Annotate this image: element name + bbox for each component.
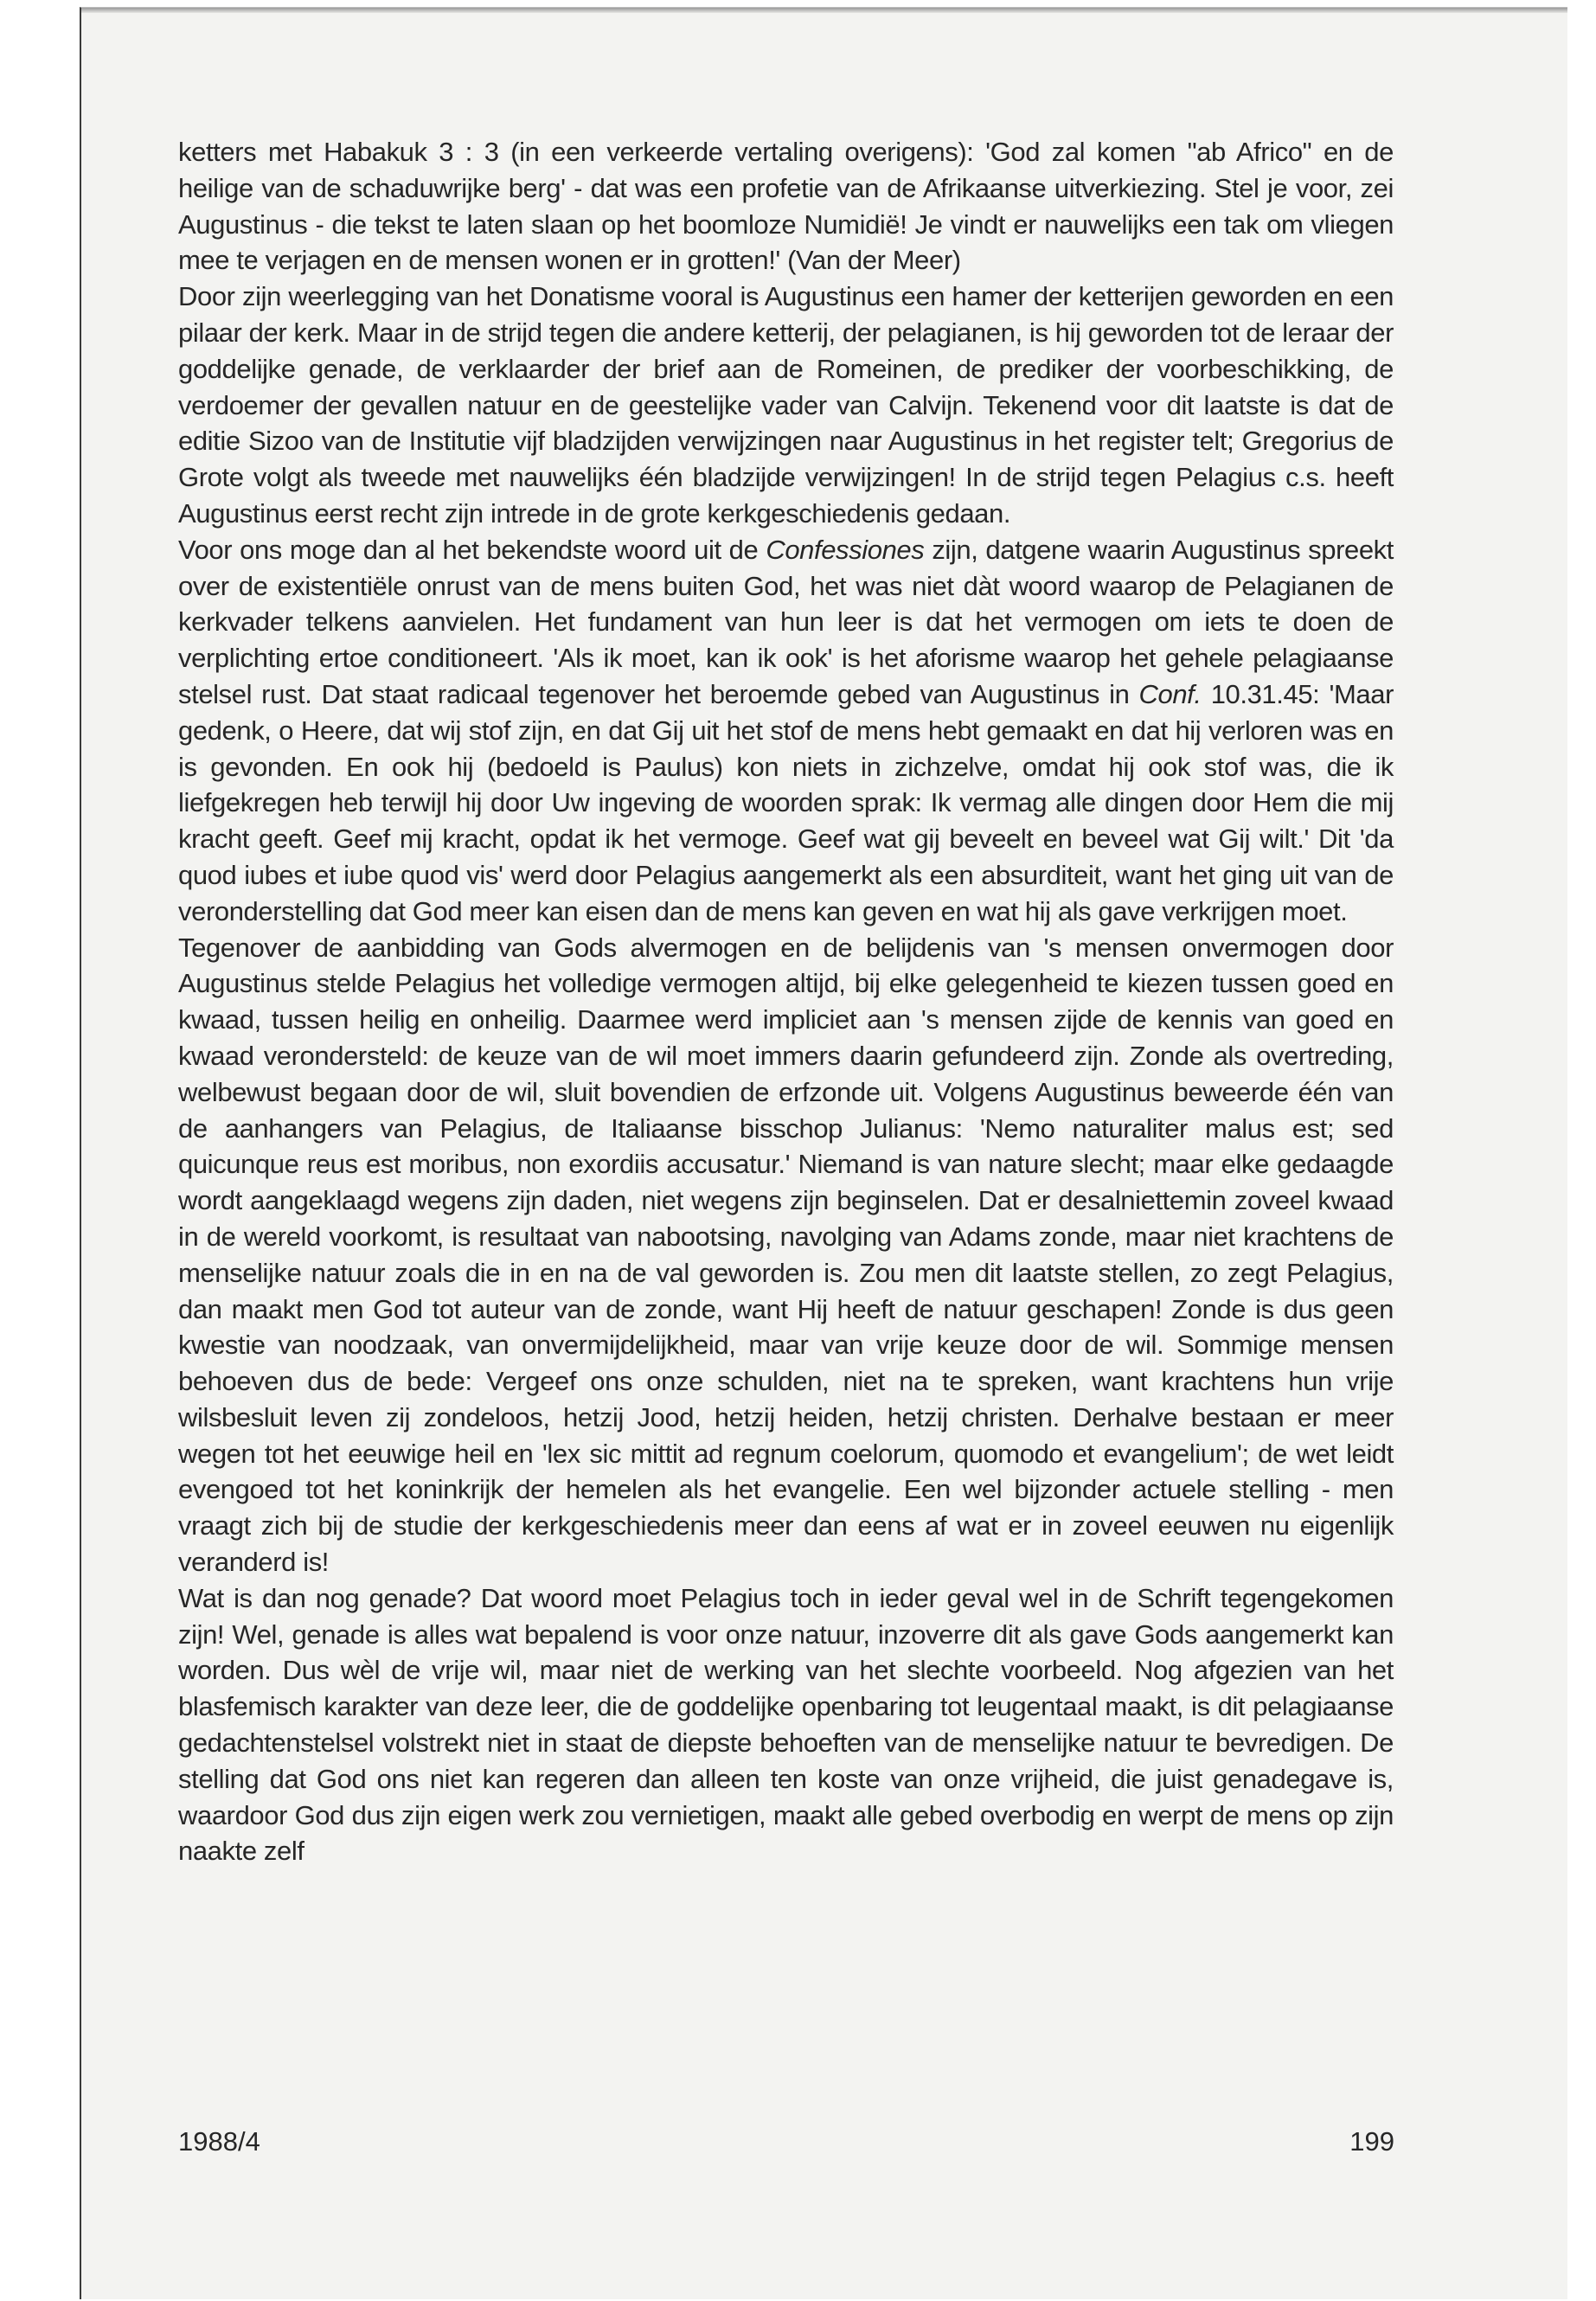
paragraph-3 [178, 532, 1394, 930]
article-body [178, 134, 1394, 1869]
paragraph-text: Voor ons moge dan al het bekendste woord uit de [178, 534, 766, 565]
italic-title-conf: Conf. [1138, 678, 1202, 709]
paragraph-text: 10.31.45: 'Maar gedenk, o Heere, dat wij stof zijn, en dat Gij uit het stof de mens hebt gemaakt en dat hij verloren was en is gevonden. En ook hij (bedoeld is Paulus) kon niets in zichzelve, omdat hij ook stof was, die ik liefgekregen heb terwijl hij door Uw ingeving de woorden sprak: Ik vermag alle dingen door Hem die mij kracht geeft. Geef mij kracht, opdat ik het vermoge. Geef wat gij beveelt en beveel wat Gij wilt.' Dit 'da quod iubes et iube quod vis' werd door Pelagius aangemerkt als een absurditeit, want het ging uit van de veronderstelling dat God meer kan eisen dan de mens kan geven en wat hij als gave verkrijgen moet. [178, 678, 1394, 926]
italic-title-confessiones: Confessiones [766, 534, 925, 565]
issue-label: 1988/4 [178, 2126, 260, 2157]
paragraph-text: zijn, datgene waarin Augustinus spreekt over de existentiële onrust van de mens buiten God, het was niet dàt woord waarop de Pelagianen de kerkvader telkens aanvielen. Het fundament van hun leer is dat het vermogen om iets te doen de verplichting ertoe conditioneert. 'Als ik moet, kan ik ook' is het aforisme waarop het gehele pelagiaanse stelsel rust. Dat staat radicaal tegenover het beroemde gebed van Augustinus in [178, 534, 1394, 709]
paragraph-text: Door zijn weerlegging van het Donatisme vooral is Augustinus een hamer der ketterijen geworden en een pilaar der kerk. Maar in de strijd tegen die andere ketterij, der pelagianen, is hij geworden tot de leraar der goddelijke genade, de verklaarder der brief aan de Romeinen, de prediker der voorbeschikking, de verdoemer der gevallen natuur en de geestelijke vader van Calvijn. Tekenend voor dit laatste is dat de editie Sizoo van de Institutie vijf bladzijden verwijzingen naar Augustinus in het register telt; Gregorius de Grote volgt als tweede met nauwelijks één bladzijde verwijzingen! In de strijd tegen Pelagius c.s. heeft Augustinus eerst recht zijn intrede in de grote kerkgeschiedenis gedaan. [178, 281, 1394, 529]
page-number: 199 [1349, 2126, 1394, 2157]
scan-edge-shadow [81, 8, 1567, 13]
paragraph-text: Tegenover de aanbidding van Gods alvermogen en de belijdenis van 's mensen onvermogen door Augustinus stelde Pelagius het volledige vermogen altijd, bij elke gelegenheid te kiezen tussen goed en kwaad, tussen heilig en onheilig. Daarmee werd impliciet aan 's mensen zijde de kennis van goed en kwaad verondersteld: de keuze van de wil moet immers daarin gefundeerd zijn. Zonde als overtreding, welbewust begaan door de wil, sluit bovendien de erfzonde uit. Volgens Augustinus beweerde één van de aanhangers van Pelagius, de Italiaanse bisschop Julianus: 'Nemo naturaliter malus est; sed quicunque reus est moribus, non exordiis accusatur.' Niemand is van nature slecht; maar elke gedaagde wordt aangeklaagd wegens zijn daden, niet wegens zijn beginselen. Dat er desalniettemin zoveel kwaad in de wereld voorkomt, is resultaat van nabootsing, navolging van Adams zonde, maar niet krachtens de menselijke natuur zoals die in en na de val geworden is. Zou men dit laatste stellen, zo zegt Pelagius, dan maakt men God tot auteur van de zonde, want Hij heeft de natuur geschapen! Zonde is dus geen kwestie van noodzaak, van onvermijdelijkheid, maar van vrije keuze door de wil. Sommige mensen behoeven dus de bede: Vergeef ons onze schulden, niet na te spreken, want krachtens hun vrije wilsbesluit leven zij zondeloos, hetzij Jood, hetzij heiden, hetzij christen. Derhalve bestaan er meer wegen tot het eeuwige heil en 'lex sic mittit ad regnum coelorum, quomodo et evangelium'; de wet leidt evengoed tot het koninkrijk der hemelen als het evangelie. Een wel bijzonder actuele stelling - men vraagt zich bij de studie der kerkgeschiedenis meer dan eens af wat er in zoveel eeuwen nu eigenlijk veranderd is! [178, 932, 1394, 1578]
paragraph-1 [178, 134, 1394, 279]
paragraph-4 [178, 930, 1394, 1580]
paragraph-text: ketters met Habakuk 3 : 3 (in een verkeerde vertaling overigens): 'God zal komen "ab Africo" en de heilige van de schaduwrijke berg' - dat was een profetie van de Afrikaanse uitverkiezing. Stel je voor, zei Augustinus - die tekst te laten slaan op het boomloze Numidië! Je vindt er nauwelijks een tak om vliegen mee te verjagen en de mensen wonen er in grotten!' (Van der Meer) [178, 137, 1394, 276]
paragraph-5 [178, 1580, 1394, 1869]
paragraph-2 [178, 279, 1394, 532]
paragraph-text: Wat is dan nog genade? Dat woord moet Pelagius toch in ieder geval wel in de Schrift tegengekomen zijn! Wel, genade is alles wat bepalend is voor onze natuur, inzoverre dit als gave Gods aangemerkt kan worden. Dus wèl de vrije wil, maar niet de werking van het slechte voorbeeld. Nog afgezien van het blasfemisch karakter van deze leer, die de goddelijke openbaring tot leugentaal maakt, is dit pelagiaanse gedachtenstelsel volstrekt niet in staat de diepste behoeften van de menselijke natuur te bevredigen. De stelling dat God ons niet kan regeren dan alleen ten koste van onze vrijheid, die juist genadegave is, waardoor God dus zijn eigen werk zou vernietigen, maakt alle gebed overbodig en werpt de mens op zijn naakte zelf [178, 1582, 1394, 1867]
